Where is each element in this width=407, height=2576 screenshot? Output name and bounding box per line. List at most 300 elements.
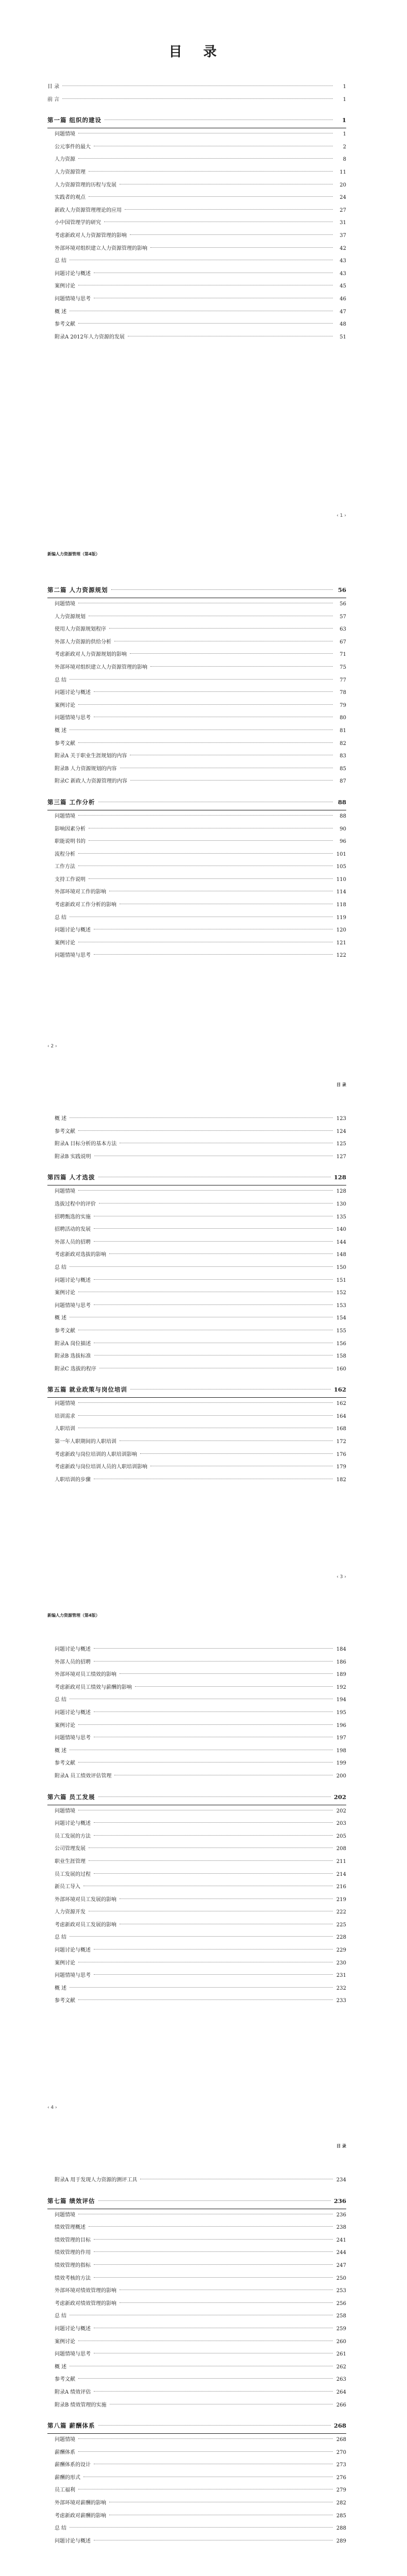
toc-entry[interactable] — [47, 1398, 346, 1411]
toc-entry[interactable] — [47, 1881, 346, 1894]
toc-entry[interactable] — [47, 2260, 346, 2273]
toc-entry[interactable] — [47, 1211, 346, 1224]
toc-entry[interactable] — [47, 1720, 346, 1733]
toc-page — [0, 0, 407, 531]
toc-entry[interactable] — [47, 2361, 346, 2374]
toc-entry[interactable] — [47, 1682, 346, 1694]
toc-chapter-entry[interactable] — [47, 2418, 346, 2433]
toc-entry-label: 问题情境 — [55, 1808, 75, 1814]
toc-page — [0, 531, 407, 1061]
toc-chapter-entry[interactable] — [47, 1789, 346, 1805]
toc-entry-label: 前 言 — [47, 96, 60, 103]
toc-entry-label: 第二篇 人力资源规划 — [47, 586, 108, 594]
toc-entry[interactable] — [47, 94, 346, 107]
toc-entry-label: 培训需求 — [55, 1413, 75, 1419]
toc-entry-label: 目 录 — [47, 84, 60, 90]
toc-entry[interactable] — [47, 700, 346, 713]
dot-leader — [150, 247, 333, 248]
toc-page-number: 219 — [336, 1896, 346, 1903]
dot-leader — [70, 1117, 333, 1118]
toc-page-number: 158 — [336, 1353, 346, 1360]
toc-entry-label: 总 结 — [55, 677, 67, 683]
dot-leader — [89, 2226, 333, 2227]
toc-entry-label: 总 结 — [55, 1697, 67, 1703]
toc-page-number: 289 — [336, 2538, 346, 2544]
toc-page-number: 202 — [333, 1793, 346, 1801]
toc-entry[interactable] — [47, 1656, 346, 1669]
toc-entry-label: 参考文献 — [55, 1328, 75, 1334]
toc-entry[interactable] — [47, 1669, 346, 1682]
toc-entry-label: 外部环境对组织建立人力资源管理的影响 — [55, 664, 147, 670]
toc-entry-label: 第一篇 组织的建设 — [47, 116, 102, 124]
toc-page-number: 124 — [336, 1128, 346, 1134]
toc-entry-label: 第五篇 就业政策与岗位培训 — [47, 1386, 128, 1394]
toc-entry[interactable] — [47, 2323, 346, 2336]
dot-leader — [94, 1822, 333, 1823]
toc-entry[interactable] — [47, 763, 346, 776]
toc-entry-label: 外部环境对组织建立人力资源管理的影响 — [55, 245, 147, 251]
toc-entry[interactable] — [47, 179, 346, 192]
toc-entry-label: 问题讨论与概述 — [55, 927, 91, 934]
toc-entry-label: 参考文献 — [55, 2377, 75, 2383]
toc-chapter-entry[interactable] — [47, 112, 346, 128]
toc-entry-label: 参考文献 — [55, 321, 75, 328]
dot-leader — [111, 589, 333, 590]
toc-page-number: 261 — [336, 2351, 346, 2358]
toc-entry[interactable] — [47, 1957, 346, 1970]
dot-leader — [78, 323, 333, 324]
toc-entry[interactable] — [47, 912, 346, 925]
toc-entry[interactable] — [47, 141, 346, 154]
toc-entry-label: 问题情境 — [55, 131, 75, 138]
toc-page-number: 105 — [336, 864, 346, 870]
toc-entry[interactable] — [47, 2285, 346, 2298]
dot-leader — [78, 1724, 333, 1725]
toc-entry-label: 人职培训 — [55, 1426, 75, 1432]
toc-entry-label: 考虑新政对工作分析的影响 — [55, 902, 116, 908]
toc-entry-label: 人力资源 — [55, 157, 75, 163]
toc-entry-list — [47, 81, 346, 344]
toc-page-number: 154 — [336, 1315, 346, 1321]
dot-leader — [78, 742, 333, 743]
toc-entry[interactable] — [47, 1325, 346, 1338]
toc-entry[interactable] — [47, 636, 346, 649]
toc-entry[interactable] — [47, 1906, 346, 1919]
toc-page-number: 45 — [340, 283, 346, 290]
toc-entry[interactable] — [47, 1707, 346, 1720]
toc-entry-label: 总 结 — [55, 2313, 67, 2319]
toc-entry[interactable] — [47, 1151, 346, 1164]
toc-entry[interactable] — [47, 886, 346, 899]
toc-entry[interactable] — [47, 899, 346, 912]
toc-entry-label: 实践者的观点 — [55, 195, 86, 201]
toc-page-number: 101 — [336, 851, 346, 857]
toc-entry-label: 人力资源规划 — [55, 614, 86, 620]
toc-entry[interactable] — [47, 2234, 346, 2247]
toc-entry-label: 概 述 — [55, 1315, 67, 1321]
toc-page-number: 11 — [340, 169, 346, 175]
toc-entry-label: 考虑新政与岗位培训人员的人职培训影响 — [55, 1464, 147, 1470]
toc-entry[interactable] — [47, 166, 346, 179]
toc-page-number: 75 — [340, 664, 346, 670]
toc-page-number: 121 — [336, 940, 346, 946]
toc-page-number: 189 — [336, 1672, 346, 1678]
toc-page-number: 270 — [336, 2449, 346, 2455]
toc-entry[interactable] — [47, 1461, 346, 1474]
toc-entry[interactable] — [47, 255, 346, 268]
toc-entry[interactable] — [47, 1236, 346, 1249]
toc-chapter-entry[interactable] — [47, 1170, 346, 1185]
toc-entry-label: 问题情境与思考 — [55, 953, 91, 959]
toc-entry[interactable] — [47, 1287, 346, 1300]
toc-entry[interactable] — [47, 662, 346, 674]
toc-entry-label: 考虑新政对选拔的影响 — [55, 1252, 106, 1258]
toc-entry-label: 外部环境对薪酬的影响 — [55, 2500, 106, 2506]
toc-entry[interactable] — [47, 950, 346, 962]
toc-entry-label: 问题情境 — [55, 2212, 75, 2218]
toc-entry[interactable] — [47, 1350, 346, 1363]
dot-leader — [94, 1648, 333, 1649]
toc-entry-label: 影响因素分析 — [55, 826, 86, 832]
dot-leader — [78, 1999, 333, 2000]
toc-entry[interactable] — [47, 2336, 346, 2349]
toc-entry-label: 员工福利 — [55, 2487, 75, 2494]
toc-entry-label: 外部环境对员工绩效的影响 — [55, 1672, 116, 1678]
toc-entry[interactable] — [47, 192, 346, 205]
toc-entry[interactable] — [47, 2273, 346, 2285]
toc-entry-label: 问题情境与思考 — [55, 1302, 91, 1309]
dot-leader — [78, 1402, 333, 1403]
toc-page-number: 130 — [336, 1201, 346, 1207]
toc-entry[interactable] — [47, 2522, 346, 2535]
toc-entry[interactable] — [47, 1931, 346, 1944]
toc-page-number: 153 — [336, 1302, 346, 1309]
toc-entry[interactable] — [47, 2222, 346, 2234]
toc-entry[interactable] — [47, 2434, 346, 2447]
toc-entry[interactable] — [47, 1643, 346, 1656]
toc-page-number: 230 — [336, 1960, 346, 1966]
toc-entry[interactable] — [47, 1449, 346, 1462]
dot-leader — [89, 196, 333, 197]
dot-leader — [89, 1860, 333, 1861]
toc-entry-label: 考虑新政对人力资源管理的影响 — [55, 232, 127, 239]
toc-entry-label: 人职培训的步骤 — [55, 1477, 91, 1483]
toc-entry[interactable] — [47, 243, 346, 256]
toc-entry[interactable] — [47, 205, 346, 217]
toc-entry[interactable] — [47, 1224, 346, 1236]
toc-entry[interactable] — [47, 2374, 346, 2386]
toc-entry[interactable] — [47, 2484, 346, 2497]
toc-page-number: 128 — [336, 1189, 346, 1195]
toc-entry-label: 总 结 — [55, 914, 67, 921]
toc-page-number: 228 — [336, 1935, 346, 1941]
toc-entry[interactable] — [47, 154, 346, 166]
toc-entry[interactable] — [47, 280, 346, 293]
dot-leader — [94, 2391, 333, 2392]
toc-page-number: 80 — [340, 715, 346, 721]
toc-entry[interactable] — [47, 2472, 346, 2485]
dot-leader — [120, 2302, 333, 2303]
toc-page-number: 160 — [336, 1366, 346, 1372]
toc-entry[interactable] — [47, 924, 346, 937]
toc-entry[interactable] — [47, 823, 346, 836]
toc-entry[interactable] — [47, 1843, 346, 1856]
toc-entry[interactable] — [47, 1338, 346, 1351]
toc-entry-label: 概 述 — [55, 727, 67, 734]
toc-page-number: 88 — [340, 813, 346, 819]
toc-entry[interactable] — [47, 2386, 346, 2399]
dot-leader — [135, 1686, 333, 1687]
toc-page-number: 63 — [340, 626, 346, 633]
toc-entry[interactable] — [47, 1275, 346, 1287]
toc-entry[interactable] — [47, 874, 346, 887]
toc-entry[interactable] — [47, 1262, 346, 1275]
toc-page-number: 48 — [340, 321, 346, 328]
toc-entry-label: 附录A 2012年人力资源的发展 — [55, 334, 125, 340]
toc-entry-label: 第七篇 绩效评估 — [47, 2197, 95, 2205]
toc-entry[interactable] — [47, 230, 346, 243]
toc-page-number: 268 — [336, 2437, 346, 2443]
toc-entry[interactable] — [47, 268, 346, 281]
toc-entry-label: 外部环境对工作的影响 — [55, 889, 106, 895]
toc-page-number: 155 — [336, 1328, 346, 1334]
toc-entry[interactable] — [47, 623, 346, 636]
toc-entry-label: 问题讨论与概述 — [55, 2538, 91, 2544]
toc-entry[interactable] — [47, 687, 346, 700]
toc-entry-label: 人力资源管理的历程与发展 — [55, 182, 116, 188]
section-spacer — [47, 2412, 346, 2418]
toc-page-number: 1 — [343, 131, 346, 138]
toc-page-number: 118 — [336, 902, 346, 908]
toc-entry[interactable] — [47, 649, 346, 662]
dot-leader — [94, 1711, 333, 1712]
toc-entry[interactable] — [47, 2310, 346, 2323]
toc-entry-label: 总 结 — [55, 1264, 67, 1270]
toc-chapter-entry[interactable] — [47, 582, 346, 598]
toc-entry[interactable] — [47, 2459, 346, 2472]
toc-page-number: 135 — [336, 1214, 346, 1220]
toc-entry-label: 第八篇 薪酬体系 — [47, 2422, 95, 2430]
toc-entry-label: 问题情境与思考 — [55, 296, 91, 302]
toc-page-number: 225 — [336, 1922, 346, 1928]
dot-leader — [150, 666, 333, 667]
toc-entry[interactable] — [47, 1249, 346, 1262]
section-spacer — [47, 106, 346, 112]
toc-entry[interactable] — [47, 2209, 346, 2222]
toc-entry[interactable] — [47, 306, 346, 319]
toc-entry[interactable] — [47, 1694, 346, 1707]
toc-entry-label: 问题讨论与概述 — [55, 270, 91, 277]
toc-entry[interactable] — [47, 1944, 346, 1957]
section-spacer — [47, 2187, 346, 2193]
toc-chapter-entry[interactable] — [47, 794, 346, 810]
toc-entry-label: 第四篇 人才选拔 — [47, 1174, 95, 1181]
toc-entry[interactable] — [47, 1869, 346, 1882]
toc-entry[interactable] — [47, 750, 346, 763]
toc-entry[interactable] — [47, 849, 346, 861]
toc-entry-list — [47, 2174, 346, 2548]
toc-entry-label: 外部人力资源的供给分析 — [55, 639, 111, 645]
toc-page-number: 200 — [336, 1773, 346, 1779]
toc-entry[interactable] — [47, 1970, 346, 1982]
toc-entry-label: 外部环境对员工发展的影响 — [55, 1896, 116, 1903]
toc-entry[interactable] — [47, 1126, 346, 1139]
toc-entry-label: 绩效管理概述 — [55, 2225, 86, 2231]
toc-page-number: 79 — [340, 702, 346, 708]
dot-leader — [109, 1253, 333, 1254]
toc-page-number: 78 — [340, 690, 346, 696]
toc-entry[interactable] — [47, 1894, 346, 1907]
toc-page-number: 71 — [340, 652, 346, 658]
page-number-marker: ‹ 4 › — [47, 2105, 57, 2110]
toc-entry-label: 总 结 — [55, 2526, 67, 2532]
dot-leader — [94, 691, 333, 692]
toc-page-number: 192 — [336, 1684, 346, 1690]
toc-entry[interactable] — [47, 861, 346, 874]
toc-page-number: 232 — [336, 1985, 346, 1991]
toc-entry[interactable] — [47, 2174, 346, 2187]
toc-page-number: 260 — [336, 2338, 346, 2345]
toc-entry[interactable] — [47, 2510, 346, 2523]
toc-entry[interactable] — [47, 1982, 346, 1995]
toc-entry[interactable] — [47, 1757, 346, 1770]
toc-entry-label: 案例讨论 — [55, 1960, 75, 1966]
toc-entry-label: 案例讨论 — [55, 1722, 75, 1728]
dot-leader — [99, 1203, 333, 1204]
toc-page-number: 194 — [336, 1697, 346, 1703]
page-title: 目 录 — [168, 44, 225, 60]
toc-entry[interactable] — [47, 611, 346, 624]
toc-entry[interactable] — [47, 598, 346, 611]
toc-entry-label: 问题讨论与概述 — [55, 1647, 91, 1652]
toc-entry[interactable] — [47, 1423, 346, 1436]
dot-leader — [94, 1304, 333, 1305]
toc-page-number: 176 — [336, 1451, 346, 1458]
toc-page-number: 279 — [336, 2487, 346, 2494]
toc-entry-label: 附录A 绩效评估 — [55, 2389, 91, 2395]
toc-page-number: 20 — [340, 182, 346, 188]
toc-entry[interactable] — [47, 217, 346, 230]
toc-page-number: 85 — [340, 766, 346, 772]
toc-page-number: 211 — [336, 1858, 346, 1865]
toc-entry[interactable] — [47, 836, 346, 849]
toc-entry[interactable] — [47, 128, 346, 141]
toc-entry-label: 考虑新政对薪酬的影响 — [55, 2513, 106, 2519]
toc-page-number: 51 — [340, 334, 346, 340]
toc-entry[interactable] — [47, 2497, 346, 2510]
toc-page-number: 43 — [340, 258, 346, 264]
toc-entry-label: 附录A 关于职业生涯规划的内容 — [55, 753, 127, 759]
toc-entry-label: 考虑新政对员工绩效与薪酬的影响 — [55, 1684, 132, 1690]
toc-entry-label: 附录A 岗位描述 — [55, 1341, 91, 1347]
toc-entry-label: 概 述 — [55, 1985, 67, 1991]
toc-page-number: 96 — [340, 839, 346, 845]
toc-entry[interactable] — [47, 738, 346, 751]
toc-entry[interactable] — [47, 331, 346, 344]
toc-entry[interactable] — [47, 2298, 346, 2311]
dot-leader — [120, 1673, 333, 1674]
toc-entry[interactable] — [47, 1312, 346, 1325]
toc-entry[interactable] — [47, 712, 346, 725]
page-number-marker: ‹ 2 › — [47, 1044, 57, 1049]
toc-entry[interactable] — [47, 937, 346, 950]
toc-entry-label: 概 述 — [55, 1748, 67, 1754]
toc-entry[interactable] — [47, 318, 346, 331]
toc-entry[interactable] — [47, 1770, 346, 1783]
toc-entry-label: 小中国管理学的研究 — [55, 220, 101, 226]
toc-entry[interactable] — [47, 2247, 346, 2260]
toc-entry-label: 流程分析 — [55, 851, 75, 857]
toc-entry[interactable] — [47, 1363, 346, 1376]
toc-entry[interactable] — [47, 2535, 346, 2548]
toc-page-number: 123 — [336, 1116, 346, 1122]
toc-entry[interactable] — [47, 2447, 346, 2460]
toc-entry-label: 问题情境 — [55, 601, 75, 607]
toc-chapter-entry[interactable] — [47, 1382, 346, 1397]
toc-entry[interactable] — [47, 674, 346, 687]
toc-page — [0, 1061, 407, 1592]
toc-entry[interactable] — [47, 1805, 346, 1818]
toc-entry[interactable] — [47, 1995, 346, 2008]
toc-page-number: 231 — [336, 1973, 346, 1979]
toc-page-number: 162 — [336, 1401, 346, 1407]
section-spacer — [47, 1783, 346, 1789]
toc-entry[interactable] — [47, 1113, 346, 1126]
toc-entry[interactable] — [47, 1474, 346, 1487]
dot-leader — [70, 679, 333, 680]
toc-page-number: 229 — [336, 1947, 346, 1954]
toc-entry[interactable] — [47, 2399, 346, 2412]
toc-chapter-entry[interactable] — [47, 2193, 346, 2209]
toc-entry[interactable] — [47, 1732, 346, 1745]
toc-entry[interactable] — [47, 775, 346, 788]
toc-page-number: 1 — [343, 84, 346, 90]
toc-entry[interactable] — [47, 2348, 346, 2361]
toc-page-number: 125 — [336, 1141, 346, 1147]
toc-page-number: 8 — [343, 157, 346, 163]
toc-entry[interactable] — [47, 810, 346, 823]
toc-entry-label: 问题讨论与概述 — [55, 1277, 91, 1283]
toc-entry[interactable] — [47, 1745, 346, 1758]
toc-entry-label: 考虑新政对人力资源规划的影响 — [55, 652, 127, 658]
toc-entry[interactable] — [47, 1818, 346, 1831]
toc-entry[interactable] — [47, 1436, 346, 1449]
toc-entry-label: 问题情境 — [55, 1401, 75, 1407]
toc-entry-label: 附录A 员工绩效评估管理 — [55, 1773, 112, 1779]
toc-entry[interactable] — [47, 1856, 346, 1869]
toc-entry-label: 使用人力资源规划程序 — [55, 626, 106, 633]
toc-page-number: 198 — [336, 1748, 346, 1754]
toc-entry[interactable] — [47, 293, 346, 306]
toc-entry-label: 招聘甄选的实施 — [55, 1214, 91, 1220]
dot-leader — [78, 1190, 333, 1191]
toc-entry[interactable] — [47, 1919, 346, 1932]
toc-page-number: 24 — [340, 195, 346, 201]
toc-page-number: 205 — [336, 1833, 346, 1839]
toc-entry[interactable] — [47, 1831, 346, 1843]
running-header: 新编人力资源管理（第4版） — [47, 552, 100, 556]
toc-entry-label: 概 述 — [55, 2364, 67, 2370]
toc-entry[interactable] — [47, 1411, 346, 1423]
toc-entry[interactable] — [47, 81, 346, 94]
toc-entry[interactable] — [47, 1198, 346, 1211]
toc-entry[interactable] — [47, 1185, 346, 1198]
toc-page-number: 27 — [340, 207, 346, 213]
toc-entry[interactable] — [47, 725, 346, 738]
toc-entry[interactable] — [47, 1300, 346, 1313]
toc-page-number: 152 — [336, 1290, 346, 1296]
toc-entry[interactable] — [47, 1138, 346, 1151]
